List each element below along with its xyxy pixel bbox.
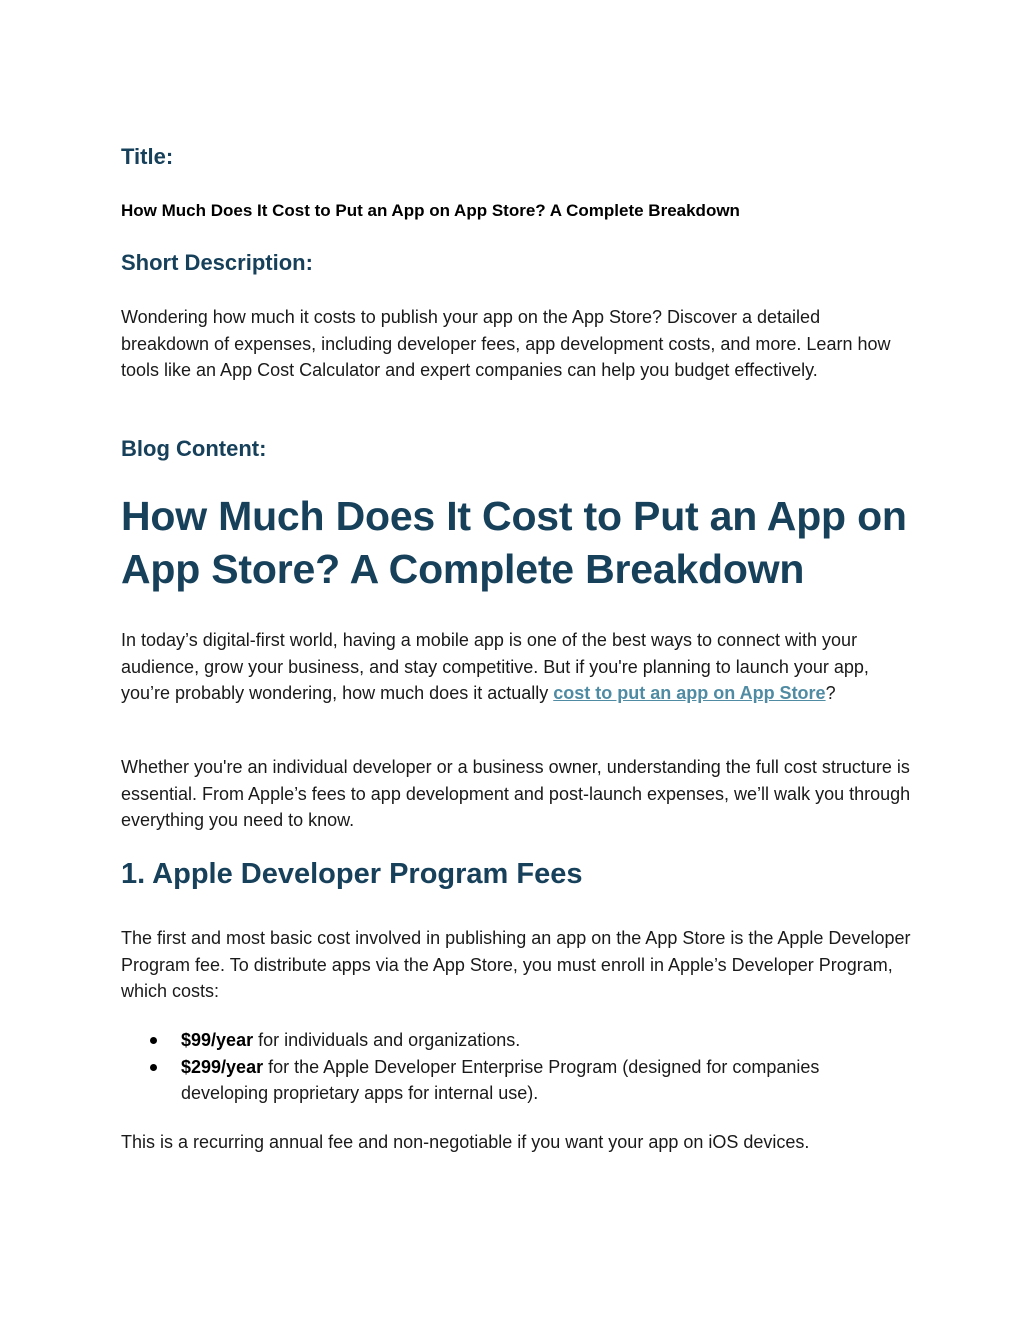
bullet-icon: [150, 1064, 157, 1071]
short-description-label: Short Description:: [121, 250, 313, 275]
paragraph-2: Whether you're an individual developer or a business owner, understanding the full cost structure is essential. From Apple’s fees to app development and post-launch expenses, we’ll walk you through everything you need to know.: [121, 757, 911, 831]
period: /year: [221, 1056, 264, 1077]
cost-to-put-app-link[interactable]: cost to put an app on App Store: [553, 683, 826, 704]
intro-text-end: ?: [825, 683, 836, 704]
fee-list: [121, 1027, 911, 1107]
price: $299: [181, 1056, 222, 1077]
section-1-paragraph: The first and most basic cost involved in publishing an app on the App Store is the Apple Developer Program fee. To distribute apps via the App Store, you must enroll in Apple’s Developer Program, which costs:: [121, 928, 911, 1002]
price: $99: [181, 1030, 212, 1050]
list-item: [121, 1054, 911, 1107]
short-description-text: Wondering how much it costs to publish your app on the App Store? Discover a detailed breakdown of expenses, including developer fees, app development costs, and more. Learn how tools like an App Cost Calculator and expert companies can help you budget effectively.: [121, 307, 891, 381]
list-item-text: for individuals and organizations.: [253, 1030, 521, 1050]
intro-text: In today’s digital-first world, having a mobile app is one of the best ways to connect with your audience, grow your business, and stay competitive. But if you're planning to launch your app, you’re probably wondering, how much does it actually: [121, 630, 869, 704]
article-title: How Much Does It Cost to Put an App on App Store? A Complete Breakdown: [121, 201, 740, 220]
blog-content-label: Blog Content:: [121, 436, 267, 461]
section-1-heading: 1. Apple Developer Program Fees: [121, 858, 583, 890]
blog-main-title: [121, 490, 921, 596]
blog-main-title-line2: App Store? A Complete Breakdown: [121, 546, 805, 592]
period: /year: [211, 1030, 254, 1050]
section-1-closing: This is a recurring annual fee and non-negotiable if you want your app on iOS devices.: [121, 1132, 810, 1152]
list-item-text: for the Apple Developer Enterprise Program (designed for companies developing proprietary apps for internal use).: [181, 1056, 820, 1104]
list-item: [121, 1027, 911, 1054]
title-label: Title:: [121, 144, 174, 169]
intro-paragraph: [121, 627, 911, 707]
bullet-icon: [150, 1037, 157, 1044]
blog-main-title-line1: How Much Does It Cost to Put an App on: [121, 493, 907, 539]
